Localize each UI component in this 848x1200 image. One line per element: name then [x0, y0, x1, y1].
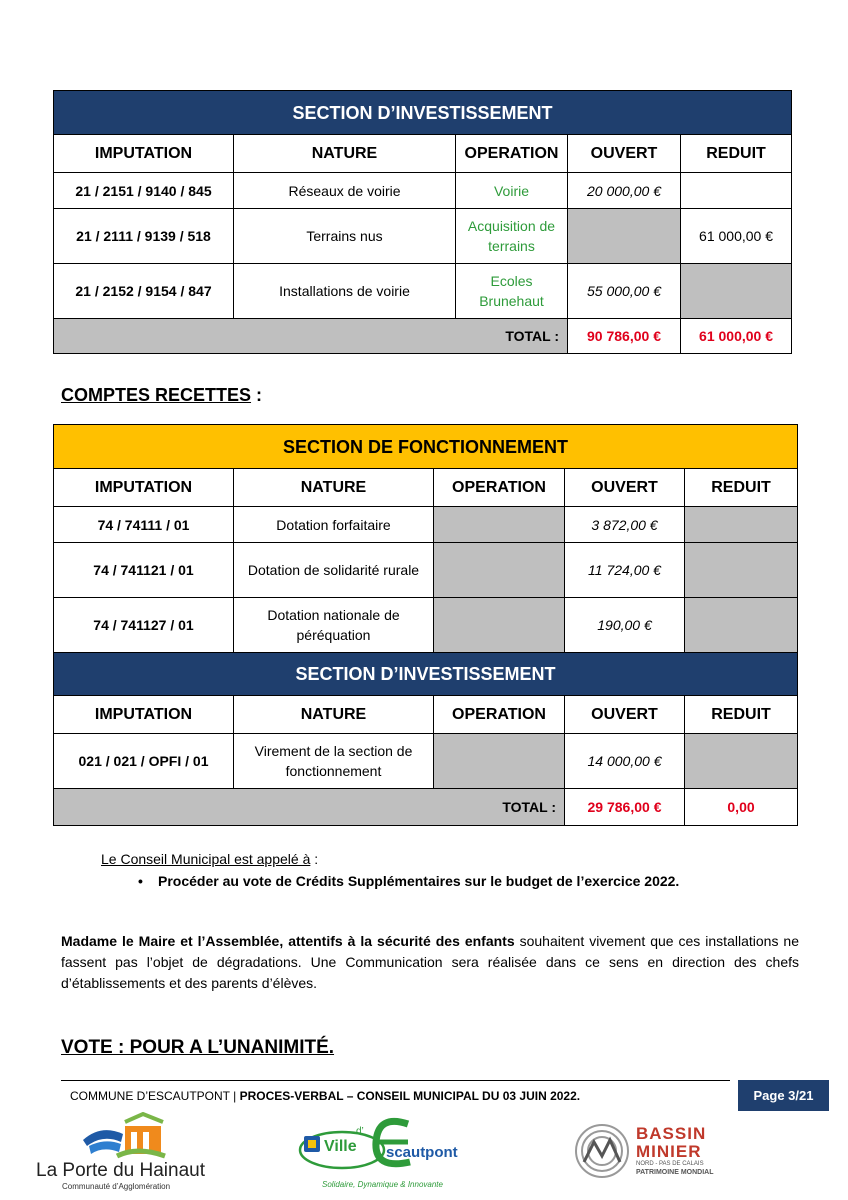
header-reduit: REDUIT	[681, 135, 792, 173]
bassin-minier-emblem-icon	[574, 1122, 630, 1180]
total-ouvert: 90 786,00 €	[568, 319, 681, 354]
table-row	[54, 264, 792, 319]
conseil-intro-suffix: :	[310, 851, 319, 867]
footer-divider	[61, 1080, 730, 1081]
cell-operation	[434, 543, 565, 598]
paragraph	[61, 931, 799, 994]
cell-reduit	[681, 264, 792, 319]
conseil-bullet	[138, 873, 679, 889]
bassin-line2: MINIER	[636, 1142, 702, 1161]
footer-text	[70, 1089, 580, 1103]
table-row	[54, 507, 798, 543]
header-reduit: REDUIT	[685, 696, 798, 734]
header-nature: NATURE	[234, 469, 434, 507]
header-ouvert: OUVERT	[565, 469, 685, 507]
bassin-minier-logo	[574, 1122, 714, 1184]
cell-ouvert: 11 724,00 €	[565, 543, 685, 598]
section-title-investissement: SECTION D’INVESTISSEMENT	[54, 653, 798, 696]
porte-hainaut-emblem-icon	[81, 1112, 171, 1162]
table-row	[54, 598, 798, 653]
vote-heading: VOTE : POUR A L’UNANIMITÉ.	[61, 1037, 335, 1058]
escautpont-d: d’	[356, 1126, 364, 1137]
total-reduit: 0,00	[685, 789, 798, 826]
header-operation: OPERATION	[434, 696, 565, 734]
header-imputation: IMPUTATION	[54, 469, 234, 507]
comptes-recettes-label: COMPTES RECETTES	[61, 385, 252, 405]
cell-reduit	[685, 543, 798, 598]
bassin-line3: NORD - PAS DE CALAIS	[636, 1161, 704, 1167]
footer-title: PROCES-VERBAL – CONSEIL MUNICIPAL DU 03 JUIN 2022.	[239, 1089, 581, 1103]
cell-ouvert: 14 000,00 €	[565, 734, 685, 789]
cell-nature: Dotation de solidarité rurale	[234, 543, 434, 598]
escautpont-name: scautpont	[386, 1144, 458, 1161]
cell-ouvert	[568, 209, 681, 264]
investment-table	[53, 90, 792, 354]
cell-nature: Terrains nus	[234, 209, 456, 264]
porte-hainaut-name: La Porte du Hainaut	[36, 1160, 206, 1181]
cell-operation	[434, 507, 565, 543]
total-row	[54, 789, 798, 826]
escautpont-ville: Ville	[324, 1138, 357, 1155]
header-ouvert: OUVERT	[568, 135, 681, 173]
cell-nature: Dotation forfaitaire	[234, 507, 434, 543]
paragraph-rest: souhaitent vivement que ces installations ne fassent pas l’objet de dégradations. Une Communication sera réalisée dans ce sens en direction des chefs d’établissements et des parents d’élèves.	[61, 933, 799, 991]
conseil-bullet-text: Procéder au vote de Crédits Supplémentaires sur le budget de l’exercice 2022.	[158, 873, 680, 889]
cell-nature: Installations de voirie	[234, 264, 456, 319]
cell-nature: Réseaux de voirie	[234, 173, 456, 209]
cell-operation	[434, 734, 565, 789]
header-operation: OPERATION	[456, 135, 568, 173]
cell-operation: Acquisition de terrains	[456, 209, 568, 264]
cell-ouvert: 3 872,00 €	[565, 507, 685, 543]
cell-imputation: 74 / 74111 / 01	[54, 507, 234, 543]
bassin-line1: BASSIN	[636, 1124, 707, 1143]
header-reduit: REDUIT	[685, 469, 798, 507]
recettes-table	[53, 424, 798, 826]
header-ouvert: OUVERT	[565, 696, 685, 734]
table-row	[54, 173, 792, 209]
cell-imputation: 21 / 2111 / 9139 / 518	[54, 209, 234, 264]
header-imputation: IMPUTATION	[54, 696, 234, 734]
section-title-fonctionnement: SECTION DE FONCTIONNEMENT	[54, 425, 798, 469]
cell-nature: Dotation nationale de péréquation	[234, 598, 434, 653]
cell-reduit	[685, 507, 798, 543]
cell-reduit: 61 000,00 €	[681, 209, 792, 264]
cell-imputation: 21 / 2151 / 9140 / 845	[54, 173, 234, 209]
cell-nature: Virement de la section de fonctionnement	[234, 734, 434, 789]
cell-reduit	[685, 598, 798, 653]
total-label: TOTAL :	[54, 319, 568, 354]
total-label: TOTAL :	[54, 789, 565, 826]
table-row	[54, 209, 792, 264]
header-operation: OPERATION	[434, 469, 565, 507]
table-row	[54, 543, 798, 598]
porte-hainaut-sub: Communauté d’Agglomération	[62, 1182, 171, 1191]
escautpont-logo	[296, 1114, 456, 1196]
cell-ouvert: 55 000,00 €	[568, 264, 681, 319]
paragraph-bold: Madame le Maire et l’Assemblée, attentifs à la sécurité des enfants	[61, 933, 515, 949]
cell-ouvert: 20 000,00 €	[568, 173, 681, 209]
table-row	[54, 734, 798, 789]
bullet-dot-icon: •	[138, 873, 143, 889]
cell-operation: Voirie	[456, 173, 568, 209]
total-row	[54, 319, 792, 354]
cell-imputation: 021 / 021 / OPFI / 01	[54, 734, 234, 789]
header-nature: NATURE	[234, 135, 456, 173]
comptes-recettes-heading	[61, 385, 262, 406]
cell-imputation: 74 / 741127 / 01	[54, 598, 234, 653]
section-title: SECTION D’INVESTISSEMENT	[54, 91, 792, 135]
bassin-line4: PATRIMOINE MONDIAL	[636, 1169, 714, 1176]
cell-ouvert: 190,00 €	[565, 598, 685, 653]
header-imputation: IMPUTATION	[54, 135, 234, 173]
cell-imputation: 74 / 741121 / 01	[54, 543, 234, 598]
page-number: Page 3/21	[738, 1080, 829, 1111]
header-nature: NATURE	[234, 696, 434, 734]
footer-commune: COMMUNE D’ESCAUTPONT |	[70, 1089, 240, 1103]
comptes-recettes-suffix: :	[251, 385, 263, 405]
total-reduit: 61 000,00 €	[681, 319, 792, 354]
cell-reduit	[681, 173, 792, 209]
escautpont-tagline: Solidaire, Dynamique & Innovante	[322, 1180, 443, 1189]
porte-hainaut-logo	[36, 1112, 216, 1192]
cell-reduit	[685, 734, 798, 789]
cell-imputation: 21 / 2152 / 9154 / 847	[54, 264, 234, 319]
conseil-intro-text: Le Conseil Municipal est appelé à	[101, 851, 311, 867]
cell-operation	[434, 598, 565, 653]
conseil-intro	[101, 851, 318, 867]
cell-operation: Ecoles Brunehaut	[456, 264, 568, 319]
total-ouvert: 29 786,00 €	[565, 789, 685, 826]
